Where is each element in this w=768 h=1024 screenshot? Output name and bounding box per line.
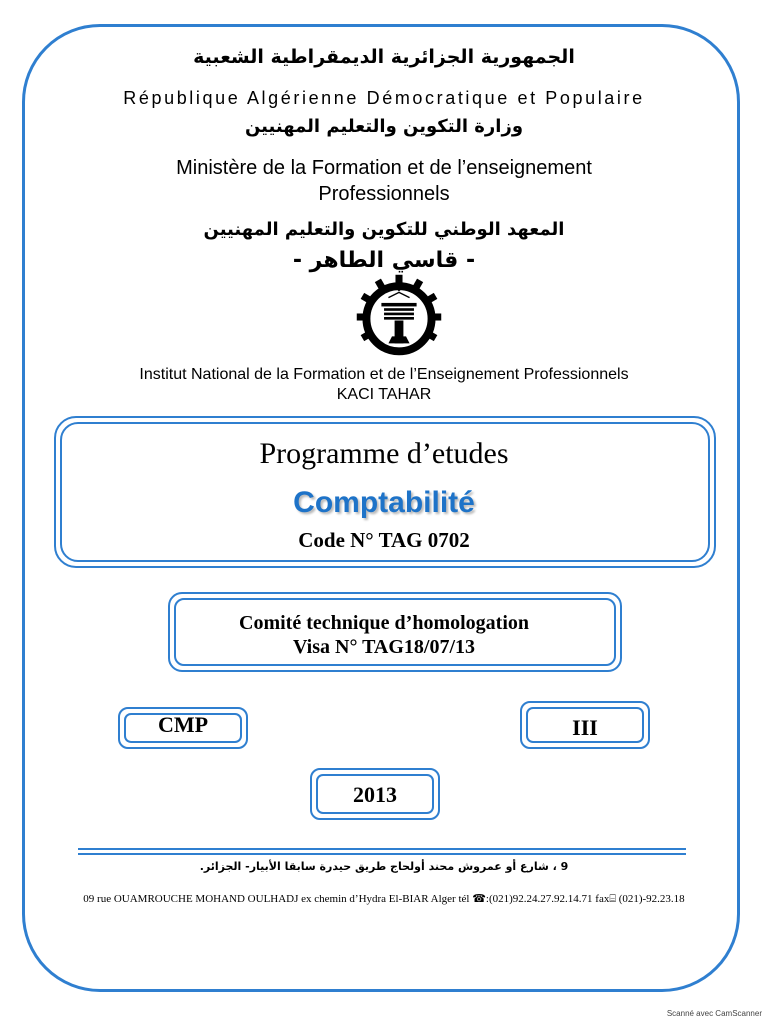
institute-french-line1: Institut National de la Formation et de l’Enseignement Professionnels (139, 366, 629, 383)
scanner-watermark: Scanné avec CamScanner (666, 1009, 762, 1018)
institute-logo (354, 273, 444, 361)
institute-french-line2: KACI TAHAR (336, 386, 432, 403)
ministry-french-line1: Ministère de la Formation et de l’enseignement (176, 157, 592, 179)
comite-title: Comité technique d’homologation (239, 612, 529, 634)
footer-divider-top (78, 848, 686, 850)
comite-visa: Visa N° TAG18/07/13 (292, 636, 476, 658)
programme-code: Code N° TAG 0702 (298, 528, 470, 552)
institute-name-arabic: - قاسي الطاهر - (292, 248, 476, 273)
programme-title: Programme d’etudes (259, 437, 509, 470)
footer-divider-bottom (78, 853, 686, 855)
republic-french: République Algérienne Démocratique et Populaire (123, 88, 645, 108)
ministry-arabic: وزارة التكوين والتعليم المهنيين (244, 116, 524, 137)
level-number-label: III (572, 715, 598, 740)
year-label: 2013 (353, 782, 397, 807)
address-arabic: 9 ، شارع أو عمروش محند أولحاج طريق حيدرة سابقا الأبيار- الجزائر. (199, 860, 569, 873)
address-french: 09 rue OUAMROUCHE MOHAND OULHADJ ex chemin d’Hydra El-BIAR Alger tél ☎:(021)92.24.27.92.14.71 fax⌸ (021)-92.23.18 (83, 893, 685, 905)
level-code-label: CMP (157, 712, 209, 737)
republic-arabic: الجمهورية الجزائرية الديمقراطية الشعبية (193, 46, 575, 68)
ministry-french-line2: Professionnels (318, 183, 450, 205)
specialty-title: Comptabilité (293, 486, 475, 519)
institute-arabic: المعهد الوطني للتكوين والتعليم المهنيين (203, 219, 565, 240)
